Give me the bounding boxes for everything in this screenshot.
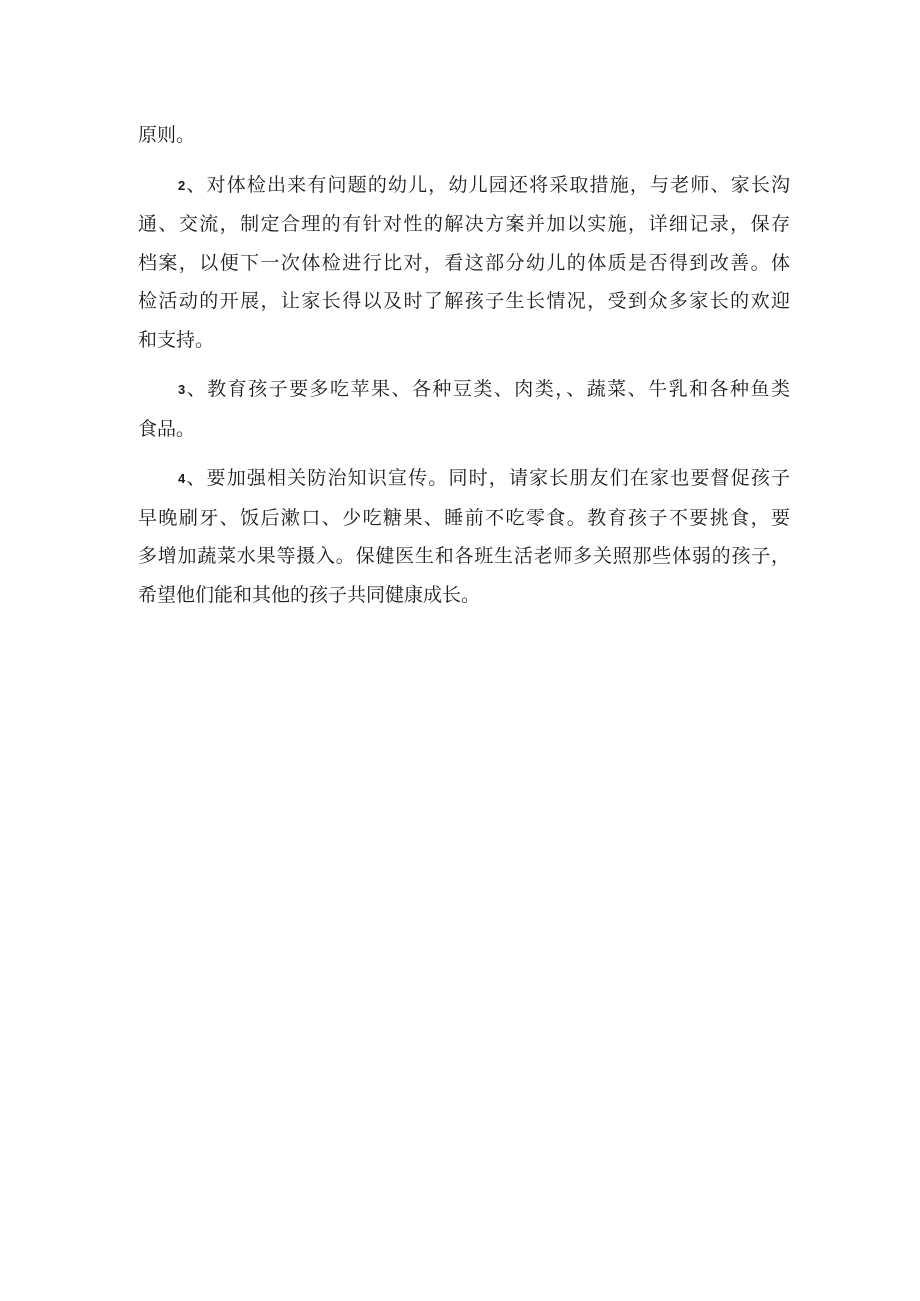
text-line: 原则。 bbox=[138, 124, 196, 146]
text-line: 通、交流，制定合理的有针对性的解决方案并加以实施，详细记录，保存 bbox=[138, 213, 790, 235]
text-line-first bbox=[138, 166, 790, 206]
text-segment: 、对体检出来有问题的幼儿，幼儿园还将采取措施，与老师、家长沟 bbox=[185, 173, 790, 196]
document-body bbox=[138, 116, 790, 614]
text-line: 和支持。 bbox=[138, 328, 215, 351]
text-line-first bbox=[138, 370, 790, 410]
text-line: 档案，以便下一次体检进行比对，看这部分幼儿的体质是否得到改善。体 bbox=[138, 251, 790, 274]
paragraph-item-4 bbox=[138, 459, 790, 614]
text-segment: 、要加强相关防治知识宣传。同时，请家长朋友们在家也要督促孩子 bbox=[185, 467, 790, 489]
item-number: 4 bbox=[178, 471, 186, 486]
paragraph-item-3 bbox=[138, 370, 790, 448]
text-line-first bbox=[138, 459, 790, 499]
text-segment: 、教育孩子要多吃苹果、各种豆类、肉类，、蔬菜、牛乳和各种鱼类 bbox=[185, 378, 790, 400]
paragraph-item-2 bbox=[138, 166, 790, 360]
text-line: 希望他们能和其他的孩子共同健康成长。 bbox=[138, 583, 481, 606]
item-number: 2 bbox=[178, 177, 186, 193]
paragraph-continuation bbox=[138, 116, 790, 155]
text-line: 多增加蔬菜水果等摄入。保健医生和各班生活老师多关照那些体弱的孩子， bbox=[138, 545, 790, 567]
text-line: 早晚刷牙、饭后漱口、少吃糖果、睡前不吃零食。教育孩子不要挑食，要 bbox=[138, 506, 790, 529]
item-number: 3 bbox=[178, 382, 186, 397]
text-line: 检活动的开展，让家长得以及时了解孩子生长情况，受到众多家长的欢迎 bbox=[138, 290, 790, 312]
text-line: 食品。 bbox=[138, 417, 196, 440]
